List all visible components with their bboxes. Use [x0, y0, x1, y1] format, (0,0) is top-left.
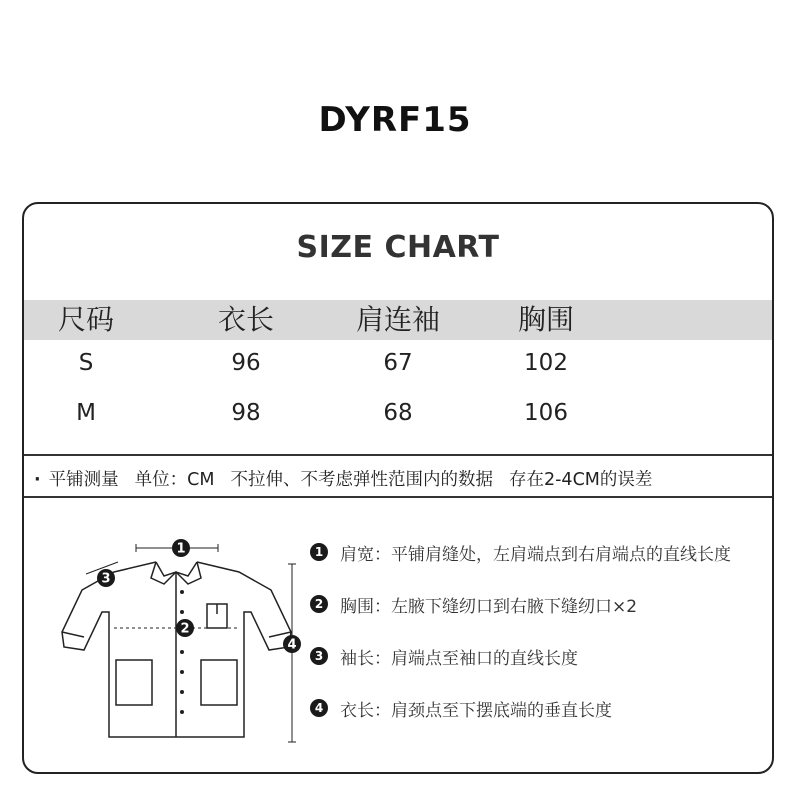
header-shoulder-sleeve: 肩连袖: [355, 303, 440, 336]
cell-size: S: [78, 350, 94, 376]
note-unit: 单位：CM: [134, 470, 215, 490]
cell-shoulder-sleeve: 68: [383, 400, 413, 426]
header-length: 衣长: [217, 303, 274, 336]
measure-lines: [86, 541, 296, 742]
size-chart-title: SIZE CHART: [296, 230, 500, 265]
legend-text: 袖长：肩端点至袖口的直线长度: [340, 648, 578, 669]
cell-length: 96: [231, 350, 261, 376]
legend-text: 肩宽：平铺肩缝处，左肩端点到右肩端点的直线长度: [340, 544, 731, 565]
number-1-icon: 1: [310, 543, 328, 561]
cell-shoulder-sleeve: 67: [383, 350, 413, 376]
table-header-row: [24, 300, 772, 340]
size-chart-card: [22, 202, 774, 774]
cell-chest: 106: [524, 400, 568, 426]
cell-length: 98: [231, 400, 261, 426]
legend-item: [310, 538, 731, 566]
header-chest: 胸围: [517, 303, 574, 336]
marker-2-label: 2: [180, 621, 190, 637]
legend-item: [310, 694, 612, 722]
coat-outline: [62, 562, 291, 737]
legend-text: 衣长：肩颈点至下摆底端的垂直长度: [340, 700, 612, 721]
marker-4-label: 4: [287, 637, 297, 653]
garment-diagram: [54, 532, 314, 752]
product-code: DYRF15: [318, 100, 472, 140]
divider: [24, 496, 772, 498]
marker-1-label: 1: [176, 541, 186, 557]
legend-item: [310, 642, 578, 670]
header-size: 尺码: [57, 303, 114, 336]
note-rule: 不拉伸、不考虑弹性范围内的数据: [230, 470, 493, 490]
note-tolerance: 存在2-4CM的误差: [508, 470, 653, 490]
number-3-icon: 3: [310, 647, 328, 665]
legend-item: [310, 590, 637, 618]
bullet: ·: [34, 470, 41, 490]
number-2-icon: 2: [310, 595, 328, 613]
cell-chest: 102: [524, 350, 568, 376]
cell-size: M: [76, 400, 96, 426]
divider: [24, 454, 772, 456]
number-4-icon: 4: [310, 699, 328, 717]
legend-text: 胸围：左腋下缝纫口到右腋下缝纫口×2: [340, 596, 638, 617]
table-row: [24, 348, 772, 388]
note-method: 平铺测量: [48, 470, 119, 490]
table-row: [24, 398, 772, 438]
measurement-note: [34, 466, 652, 491]
marker-3-label: 3: [101, 571, 111, 587]
